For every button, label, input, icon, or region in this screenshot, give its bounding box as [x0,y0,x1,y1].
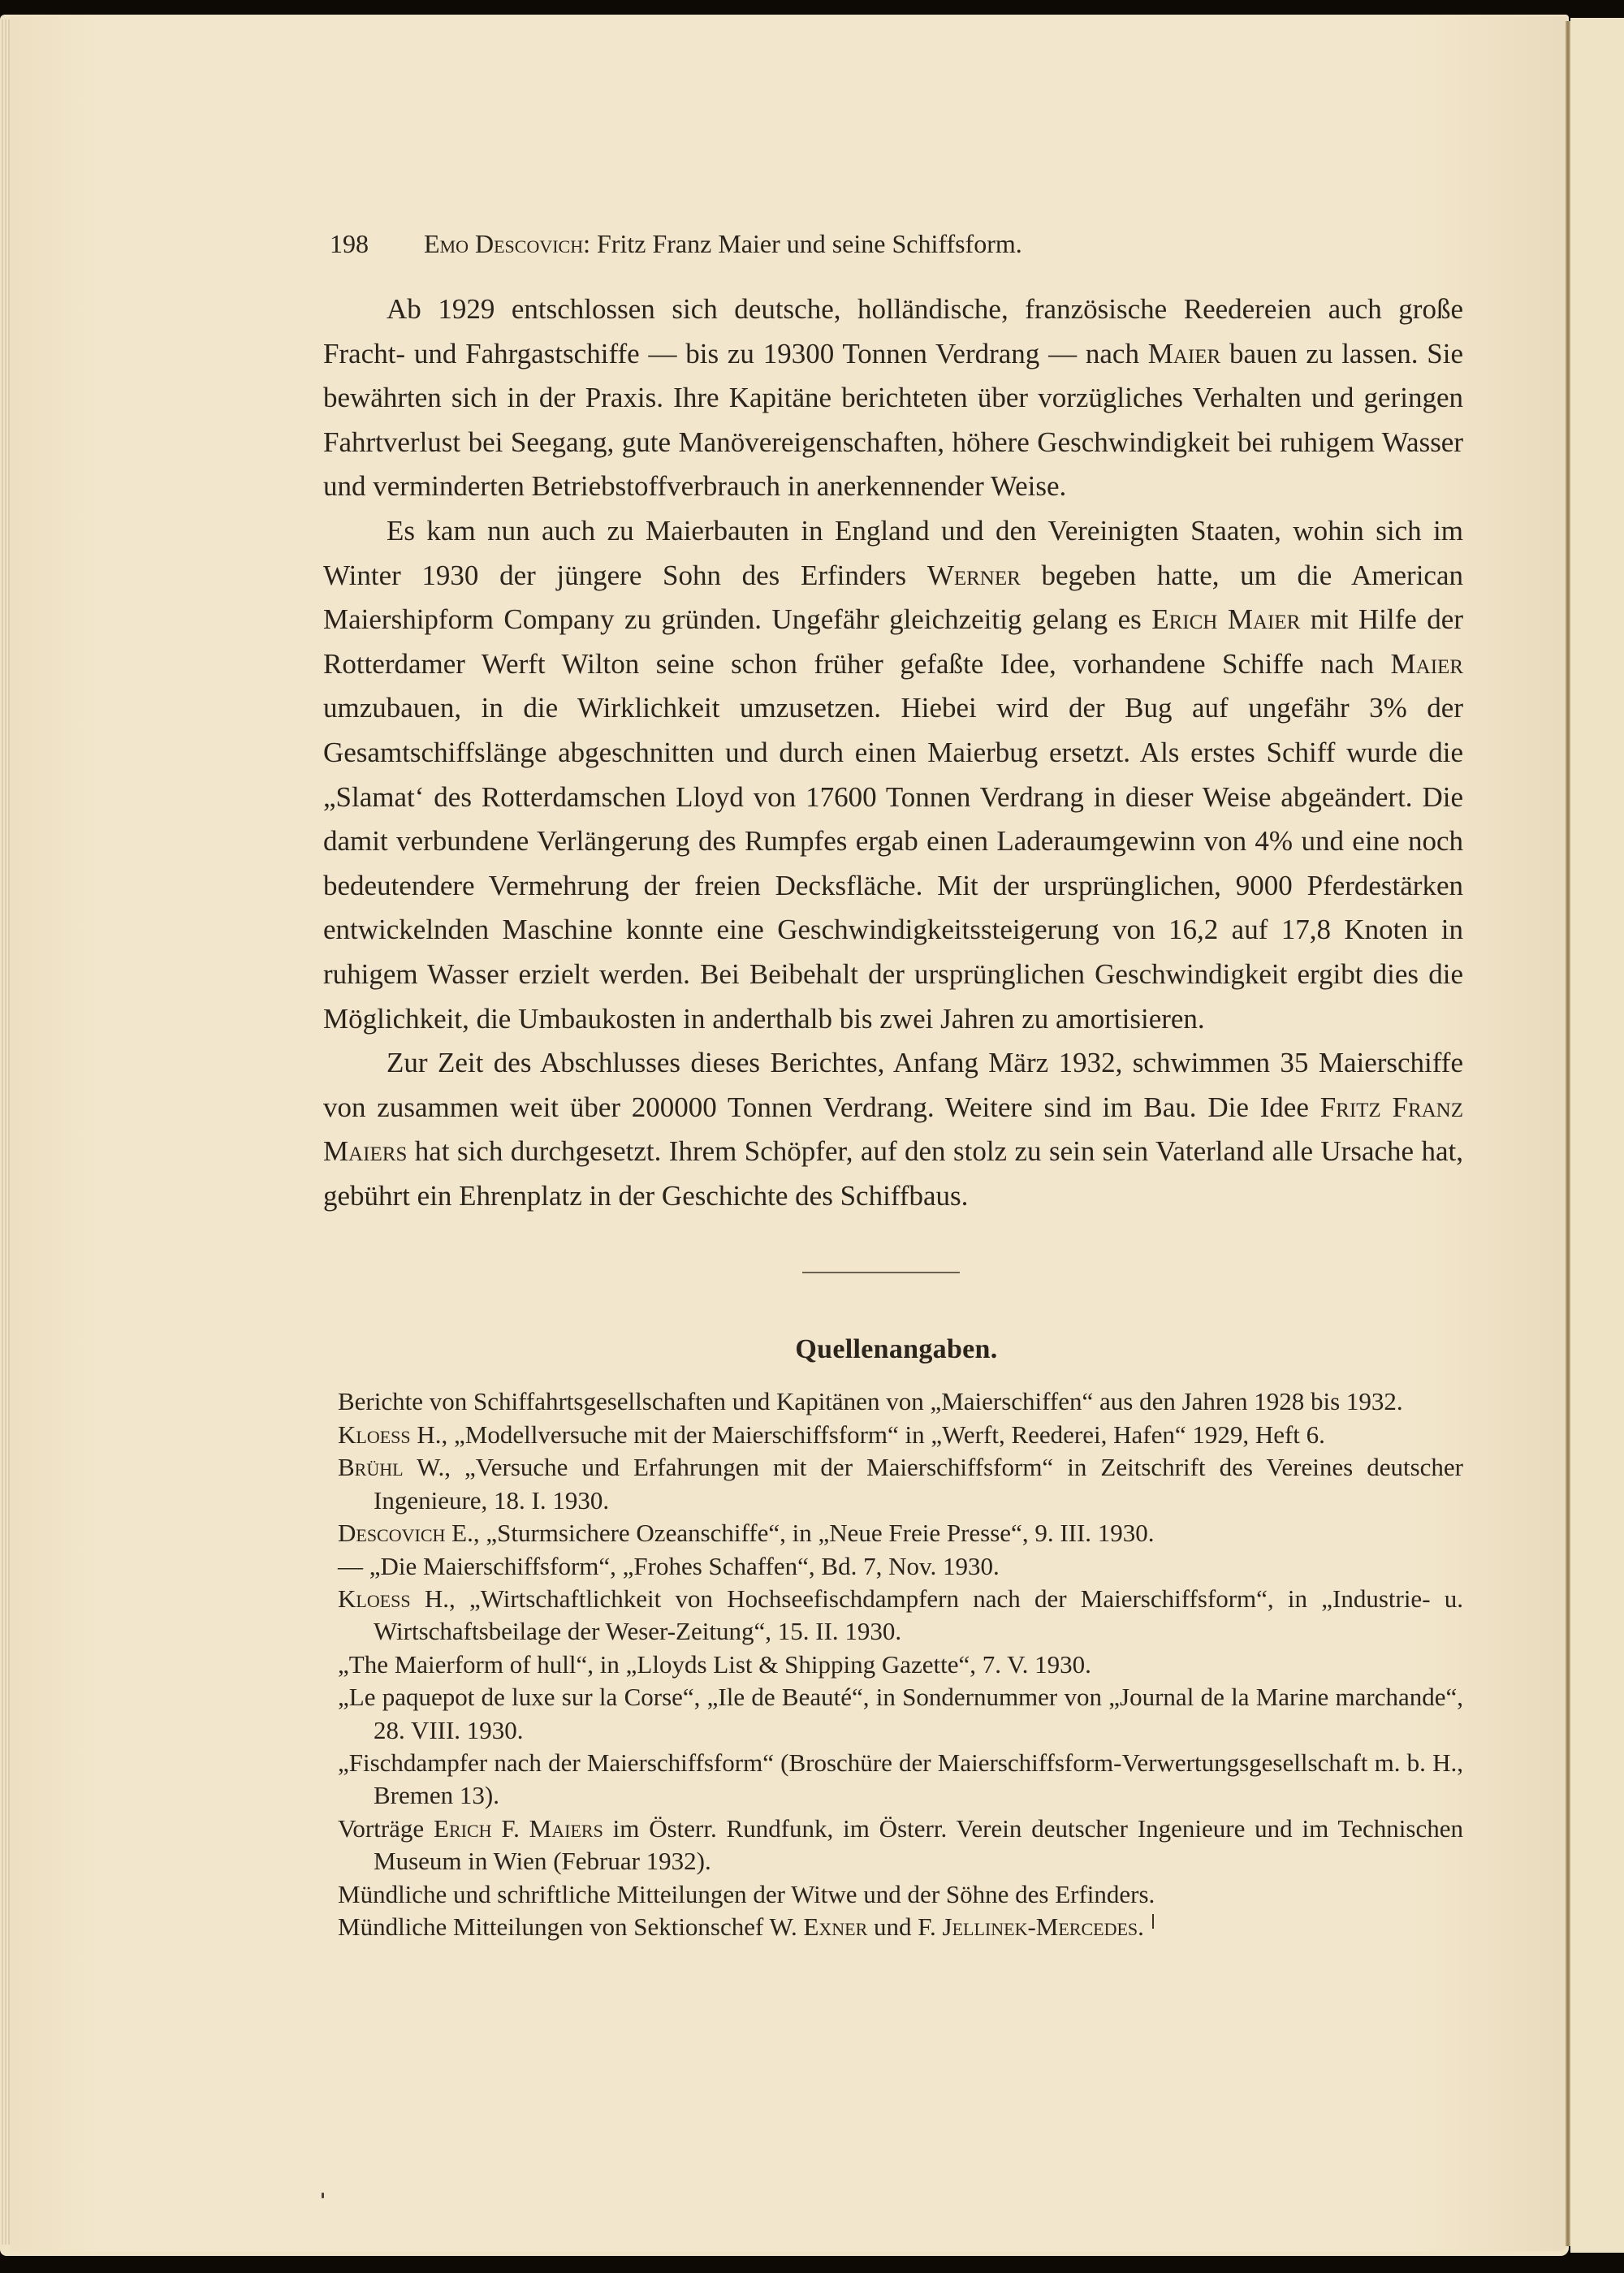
reference-item [338,1550,1463,1583]
header-text [424,227,1022,260]
small-caps-name: Kloess [338,1584,411,1613]
small-caps-name: Descovich [338,1519,446,1548]
paragraph [323,1041,1463,1218]
text-run: Ab 1929 entschlossen sich deutsche, holländische, französische Reedereien auch große Fracht- und Fahrgastschiffe — bis zu 19300 Tonnen Verdrang — nach [323,293,1463,369]
references-title: Quellenangaben. [795,1334,998,1365]
reference-item [338,1649,1463,1681]
reference-item [338,1419,1463,1451]
reference-item [338,1517,1463,1549]
book-page [10,16,1567,2251]
text-run: und F. [867,1912,943,1941]
header-separator: : [583,229,591,258]
body-text [323,287,1463,1218]
text-run: Mündliche und schriftliche Mitteilungen der Witwe und der Söhne des Erfinders. [338,1879,1155,1908]
reference-item [338,1813,1463,1878]
text-run: H., „Wirtschaftlichkeit von Hochseefischdampfern nach der Maierschiffsform“, in „Industrie- u. Wirtschaftsbeilage der Weser-Zeitung“, 15. II. 1930. [374,1584,1463,1646]
reference-item [338,1385,1463,1418]
text-run: Es kam nun auch zu Maierbauten in England und den Vereinigten Staaten, wohin sich im Winter 1930 der jüngere Sohn des Erfinders [323,514,1463,591]
text-run: Berichte von Schiffahrtsgesellschaften und Kapitänen von „Maierschiffen“ aus den Jahren 1928 bis 1932. [338,1387,1403,1416]
reference-item [338,1747,1463,1813]
text-run: W., „Versuche und Erfahrungen mit der Maierschiffsform“ in Zeitschrift des Vereines deutscher Ingenieure, 18. I. 1930. [374,1453,1463,1515]
text-run: Zur Zeit des Abschlusses dieses Berichtes, Anfang März 1932, schwimmen 35 Maierschiffe von zusammen weit über 200000 Tonnen Verdrang. Weitere sind im Bau. Die Idee [323,1047,1463,1123]
reference-item [338,1681,1463,1747]
text-run: „The Maierform of hull“, in „Lloyds List & Shipping Gazette“, 7. V. 1930. [338,1649,1091,1679]
text-run: im Österr. Rundfunk, im Österr. Verein deutscher Ingenieure und im Technischen Museum in Wien (Februar 1932). [374,1813,1464,1876]
small-caps-name: Maier [1390,647,1463,680]
small-caps-name: Exner [803,1912,868,1941]
small-caps-name: Jellinek-Mercedes [942,1912,1138,1941]
running-head [330,227,1463,260]
paper-speck [322,2193,324,2198]
small-caps-name: Brühl [338,1453,404,1482]
text-run: hat sich durchgesetzt. Ihrem Schöpfer, auf den stolz zu sein sein Vaterland alle Ursache hat, gebührt ein Ehrenplatz in der Geschichte des Schiffbaus. [323,1135,1463,1212]
text-run: umzubauen, in die Wirklichkeit umzusetzen. Hiebei wird der Bug auf ungefähr 3% der Gesamtschiffslänge abgeschnitten und durch einen Maierbug ersetzt. Als erstes Schiff wurde die „Slamat‘ des Rotterdamschen Lloyd von 17600 Tonnen Verdrang in dieser Weise abgeändert. Die damit verbundene Verlängerung des Rumpfes ergab einen Laderaumgewinn von 4% und eine noch bedeutendere Vermehrung der freien Decksfläche. Mit der ursprünglichen, 9000 Pferdestärken entwickelnden Maschine konnte eine Geschwindigkeitssteigerung von 16,2 auf 17,8 Knoten in ruhigem Wasser erzielt werden. Bei Beibehalt der ursprünglichen Geschwindigkeit ergibt dies die Möglichkeit, die Umbaukosten in anderthalb bis zwei Jahren zu amortisieren. [323,692,1463,1035]
header-title: Fritz Franz Maier und seine Schiffsform. [597,229,1022,258]
text-run: E., „Sturmsichere Ozeanschiffe“, in „Neue Freie Presse“, 9. III. 1930. [445,1519,1155,1548]
text-run: Mündliche Mitteilungen von Sektionschef W. [338,1912,804,1941]
small-caps-name: Fritz Franz Maiers [323,1091,1464,1168]
small-caps-name: Erich Maier [1151,603,1301,636]
page-content [317,227,1463,1943]
small-caps-name: Werner [926,559,1021,591]
text-run: „Le paquepot de luxe sur la Corse“, „Ile de Beauté“, in Sondernummer von „Journal de la Marine marchande“, 28. VIII. 1930. [338,1683,1463,1744]
reference-item [338,1451,1463,1517]
reference-item [338,1911,1463,1943]
adjacent-page-edge [1570,18,1624,2253]
page-number: 198 [330,229,369,258]
paragraph [323,509,1463,1041]
text-run: — „Die Maierschiffsform“, „Frohes Schaffen“, Bd. 7, Nov. 1930. [338,1551,1000,1580]
reference-item [338,1878,1463,1911]
text-run: begeben hatte, um die American Maiershipform Company zu gründen. Ungefähr gleichzeitig gelang es [323,559,1463,636]
text-run: H., „Modellversuche mit der Maierschiffsform“ in „Werft, Reederei, Hafen“ 1929, Heft 6. [410,1420,1325,1449]
header-author: Emo Descovich [424,229,584,258]
references-list [338,1385,1463,1943]
small-caps-name: Erich F. Maiers [434,1813,603,1843]
small-caps-name: Maier [1147,337,1221,369]
pencil-mark [1152,1914,1154,1929]
section-divider [802,1272,960,1273]
text-run: mit Hilfe der Rotterdamer Werft Wilton seine schon früher gefaßte Idee, vorhandene Schiffe nach [323,603,1463,680]
text-run: . [1138,1912,1144,1941]
paragraph [323,287,1463,509]
text-run: „Fischdampfer nach der Maierschiffsform“ (Broschüre der Maierschiffsform-Verwertungsgesellschaft m. b. H., Bremen 13). [338,1748,1463,1810]
small-caps-name: Kloess [338,1420,411,1449]
reference-item [338,1583,1463,1649]
text-run: bauen zu lassen. Sie bewährten sich in der Praxis. Ihre Kapitäne berichteten über vorzügliches Verhalten und geringen Fahrtverlust bei Seegang, gute Manövereigenschaften, höhere Geschwindigkeit bei ruhigem Wasser und verminderten Betriebstoffverbrauch in anerkennender Weise. [323,337,1463,503]
text-run: Vorträge [338,1813,434,1843]
